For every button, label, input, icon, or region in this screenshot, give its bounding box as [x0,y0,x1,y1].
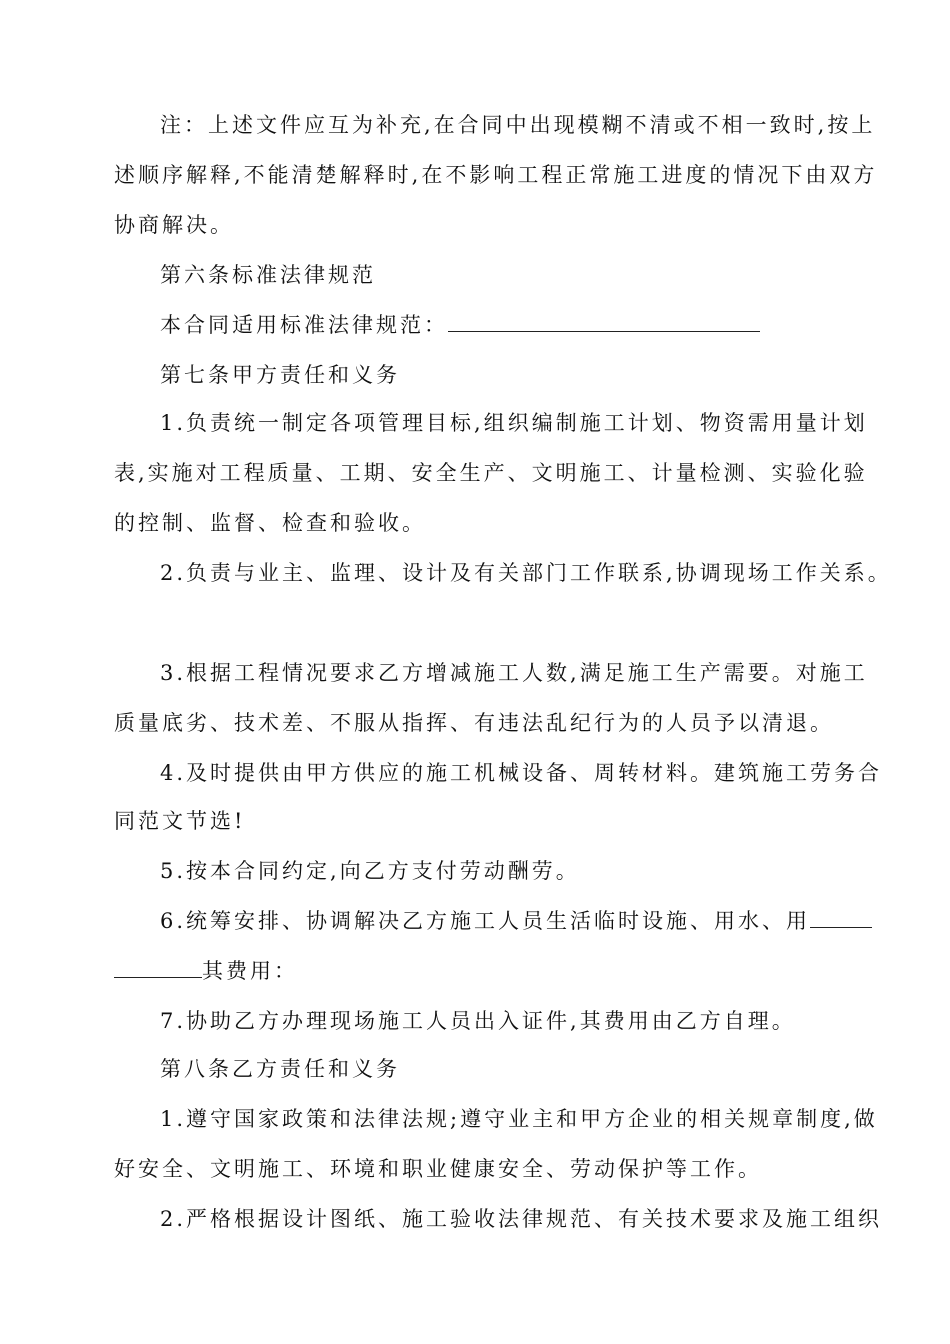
paragraph-line: 2.负责与业主、监理、设计及有关部门工作联系,协调现场工作关系。 [160,561,892,585]
paragraph-line: 协商解决。 [114,213,234,237]
paragraph-line: 表,实施对工程质量、工期、安全生产、文明施工、计量检测、实验化验 [114,461,868,485]
paragraph-line: 2.严格根据设计图纸、施工验收法律规范、有关技术要求及施工组织 [160,1207,883,1231]
fill-in-blank [114,959,202,978]
paragraph-line: 好安全、文明施工、环境和职业健康安全、劳动保护等工作。 [114,1157,762,1181]
paragraph-line: 述顺序解释,不能清楚解释时,在不影响工程正常施工进度的情况下由双方 [114,163,878,187]
paragraph-line: 质量底劣、技术差、不服从指挥、有违法乱纪行为的人员予以清退。 [114,711,834,735]
paragraph-line: 7.协助乙方办理现场施工人员出入证件,其费用由乙方自理。 [160,1009,796,1033]
paragraph-line: 1.遵守国家政策和法律法规;遵守业主和甲方企业的相关规章制度,做 [160,1107,878,1131]
fill-in-blank [448,313,760,332]
paragraph-text: 6.统筹安排、协调解决乙方施工人员生活临时设施、用水、用 [160,909,811,933]
fill-in-blank [810,909,872,928]
paragraph-line: 同范文节选! [114,809,246,833]
paragraph-line [160,906,872,936]
paragraph-text: 其费用： [202,959,298,983]
section-heading: 第八条乙方责任和义务 [160,1057,400,1081]
paragraph-line: 的控制、监督、检查和验收。 [114,511,426,535]
paragraph-line: 3.根据工程情况要求乙方增减施工人数,满足施工生产需要。对施工 [160,661,868,685]
section-heading: 第七条甲方责任和义务 [160,363,400,387]
paragraph-text: 本合同适用标准法律规范： [160,313,448,337]
paragraph-line: 注：上述文件应互为补充,在合同中出现模糊不清或不相一致时,按上 [160,113,876,137]
section-heading: 第六条标准法律规范 [160,263,376,287]
paragraph-line: 5.按本合同约定,向乙方支付劳动酬劳。 [160,859,580,883]
paragraph-line [160,310,760,340]
paragraph-line [114,956,298,986]
paragraph-line: 4.及时提供由甲方供应的施工机械设备、周转材料。建筑施工劳务合 [160,761,883,785]
paragraph-line: 1.负责统一制定各项管理目标,组织编制施工计划、物资需用量计划 [160,411,868,435]
